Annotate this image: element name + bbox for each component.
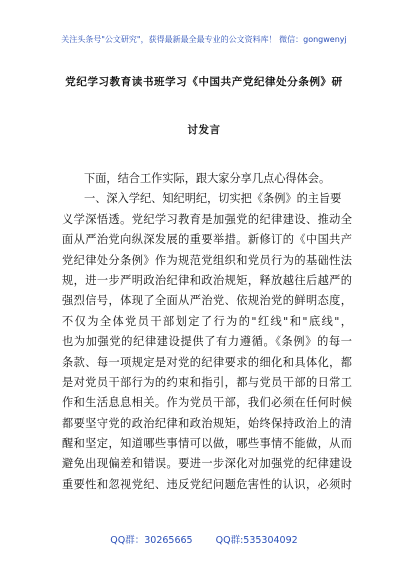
body-text <box>62 169 352 495</box>
body-line: 党纪律处分条例》作为规范党组织和党员行为的基础性法 <box>62 253 352 267</box>
body-line: 是对党员干部行为的约束和指引，都与党员干部的日常工 <box>62 375 352 389</box>
body-line: 一、深入学纪、知纪明纪，切实把《条例》的主旨要 <box>84 192 342 206</box>
footer <box>0 532 408 546</box>
footer-qq-group-2: QQ群:535304092 <box>215 535 298 546</box>
body-line: 义学深悟透。党纪学习教育是加强党的纪律建设、推动全 <box>62 212 352 226</box>
body-line: 下面，结合工作实际，跟大家分享几点心得体会。 <box>84 172 331 185</box>
header-banner: 关注头条号"公文研究"，获得最新最全最专业的公文资料库！ 微信：gongwenyj <box>61 35 347 44</box>
body-line: 面从严治党向纵深发展的重要举措。新修订的《中国共产 <box>62 233 352 247</box>
body-line: 强烈信号，体现了全面从严治党、依规治党的鲜明态度， <box>62 294 352 308</box>
body-line: 都要坚守党的政治纪律和政治规矩，始终保持政治上的清 <box>62 416 352 430</box>
footer-qq-group-1: QQ群：30265665 <box>110 535 193 546</box>
body-line: 醒和坚定，知道哪些事情可以做，哪些事情不能做，从而 <box>62 437 352 451</box>
body-line: 条款、每一项规定是对党的纪律要求的细化和具体化，都 <box>62 355 352 369</box>
body-line: 不仅为全体党员干部划定了行为的"红线"和"底线"， <box>62 314 352 328</box>
body-line: 作和生活息息相关。作为党员干部，我们必须在任何时候 <box>62 396 352 410</box>
body-line: 也为加强党的纪律建设提供了有力遵循。《条例》的每一 <box>62 335 352 349</box>
document-title-line-2: 讨发言 <box>187 124 221 136</box>
body-line: 避免出现偏差和错误。要进一步深化对加强党的纪律建设 <box>62 457 352 471</box>
body-line: 重要性和忽视党纪、违反党纪问题危害性的认识，必须时 <box>62 477 352 491</box>
body-line: 规，进一步严明政治纪律和政治规矩，释放越往后越严的 <box>62 273 352 287</box>
document-title-line-1: 党纪学习教育读书班学习《中国共产党纪律处分条例》研 <box>65 76 343 88</box>
